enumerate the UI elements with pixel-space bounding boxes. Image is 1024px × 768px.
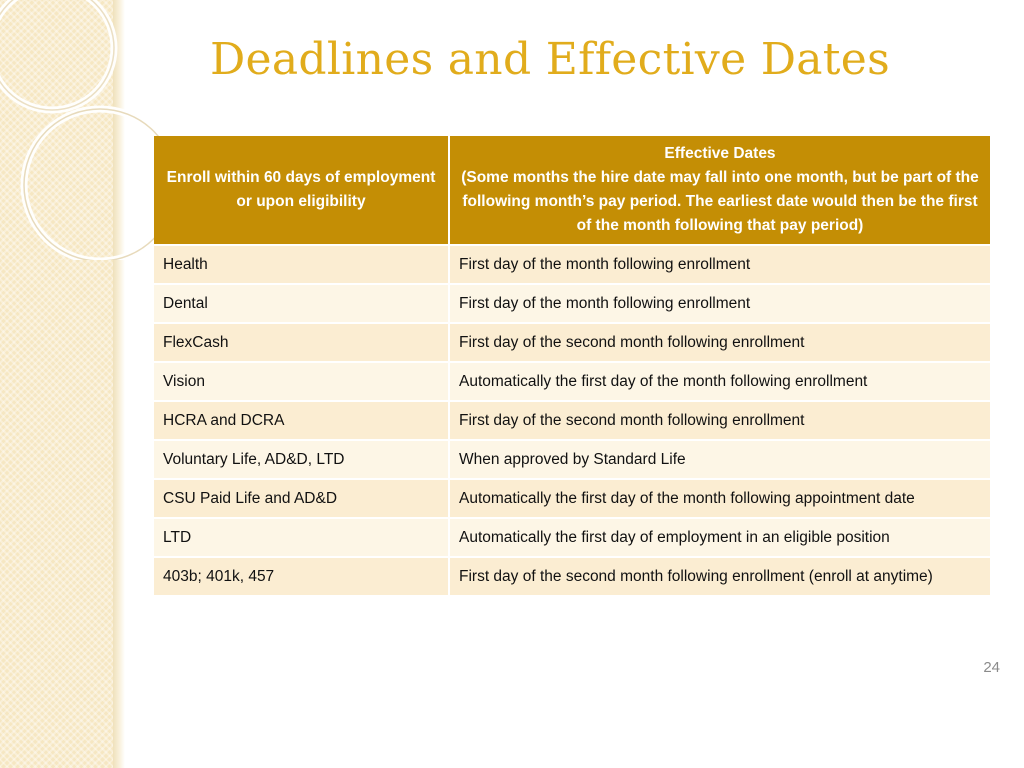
header-effective-title: Effective Dates bbox=[664, 145, 776, 162]
table-row bbox=[154, 363, 990, 402]
slide-title: Deadlines and Effective Dates bbox=[209, 34, 891, 85]
effective-date-cell: First day of the month following enrollment bbox=[450, 285, 990, 324]
table-row bbox=[154, 402, 990, 441]
benefit-cell: HCRA and DCRA bbox=[154, 402, 450, 441]
benefit-cell: CSU Paid Life and AD&D bbox=[154, 480, 450, 519]
table-row bbox=[154, 246, 990, 285]
benefits-table-container bbox=[154, 136, 990, 597]
effective-date-cell: First day of the second month following enrollment bbox=[450, 324, 990, 363]
header-enroll bbox=[154, 136, 450, 246]
effective-date-cell: First day of the second month following enrollment (enroll at anytime) bbox=[450, 558, 990, 597]
header-enroll-label: Enroll within 60 days of employment or upon eligibility bbox=[166, 169, 436, 210]
table-row bbox=[154, 441, 990, 480]
header-effective-dates bbox=[450, 136, 990, 246]
table-row bbox=[154, 558, 990, 597]
effective-date-cell: First day of the second month following enrollment bbox=[450, 402, 990, 441]
effective-date-cell: Automatically the first day of employment in an eligible position bbox=[450, 519, 990, 558]
benefit-cell: Health bbox=[154, 246, 450, 285]
benefit-cell: FlexCash bbox=[154, 324, 450, 363]
table-row bbox=[154, 324, 990, 363]
benefit-cell: Dental bbox=[154, 285, 450, 324]
benefit-cell: Vision bbox=[154, 363, 450, 402]
table-row bbox=[154, 285, 990, 324]
benefits-table bbox=[154, 136, 990, 597]
header-effective-note: (Some months the hire date may fall into one month, but be part of the following month’s pay period. The earliest date would then be the first of the month following that pay period) bbox=[461, 169, 979, 234]
benefit-cell: LTD bbox=[154, 519, 450, 558]
table-row bbox=[154, 519, 990, 558]
effective-date-cell: When approved by Standard Life bbox=[450, 441, 990, 480]
benefit-cell: 403b; 401k, 457 bbox=[154, 558, 450, 597]
table-header-row bbox=[154, 136, 990, 246]
effective-date-cell: Automatically the first day of the month following appointment date bbox=[450, 480, 990, 519]
effective-date-cell: First day of the month following enrollment bbox=[450, 246, 990, 285]
benefit-cell: Voluntary Life, AD&D, LTD bbox=[154, 441, 450, 480]
page-number: 24 bbox=[983, 659, 1000, 676]
effective-date-cell: Automatically the first day of the month following enrollment bbox=[450, 363, 990, 402]
table-row bbox=[154, 480, 990, 519]
